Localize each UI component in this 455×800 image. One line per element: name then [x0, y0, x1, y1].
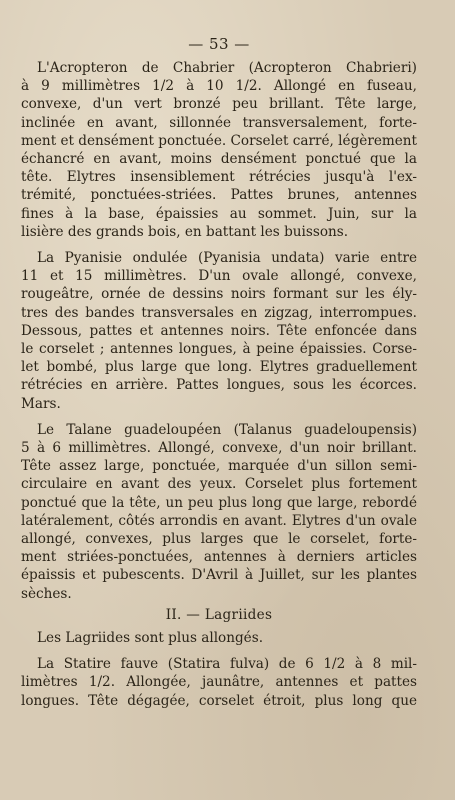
text-line: latéralement, côtés arrondis en avant. Elytres d'un ovale — [21, 512, 417, 529]
text-line: fines à la base, épaissies au sommet. Juin, sur la — [21, 205, 417, 222]
text-line: 5 à 6 millimètres. Allongé, convexe, d'un noir brillant. — [21, 440, 417, 457]
text-line: Tête assez large, ponctuée, marquée d'un sillon semi- — [21, 458, 417, 475]
text-line: Le Talane guadeloupéen (Talanus guadeloupensis) — [37, 421, 417, 438]
text-line: allongé, convexes, plus larges que le corselet, forte- — [21, 531, 417, 548]
text-line: convexe, d'un vert bronzé peu brillant. Tête large, — [21, 96, 417, 113]
text-line: L'Acropteron de Chabrier (Acropteron Chabrieri) — [37, 60, 417, 76]
page-number: — 53 — — [188, 35, 250, 53]
text-line: inclinée en avant, sillonnée transversalement, forte- — [21, 114, 417, 131]
text-line: tête. Elytres insensiblement rétrécies jusqu'à l'ex- — [21, 169, 417, 186]
text-line: Mars. — [21, 395, 61, 412]
section-heading: II. — Lagriides — [165, 606, 273, 623]
text-line: 11 et 15 millimètres. D'un ovale allongé, convexe, — [21, 268, 417, 285]
text-line: tres des bandes transversales en zigzag, interrompues. — [21, 304, 417, 321]
text-line: La Statire fauve (Statira fulva) de 6 1/2 à 8 mil- — [37, 656, 417, 673]
page-content — [21, 34, 417, 710]
paragraph-acropteron — [21, 59, 417, 241]
text-line: rétrécies en arrière. Pattes longues, sous les écorces. — [21, 377, 417, 394]
text-line: à 9 millimètres 1/2 à 10 1/2. Allongé en fuseau, — [21, 78, 417, 95]
paragraph-talane — [21, 421, 417, 603]
text-line: sèches. — [21, 585, 72, 602]
text-line: rougeâtre, ornée de dessins noirs formant sur les ély- — [21, 286, 417, 303]
text-line: limètres 1/2. Allongée, jaunâtre, antennes et pattes — [21, 674, 417, 691]
text-line: ment striées-ponctuées, antennes à derniers articles — [21, 549, 417, 566]
text-line: trémité, ponctuées-striées. Pattes brunes, antennes — [21, 187, 417, 204]
text-line: ment et densément ponctuée. Corselet carré, légèrement — [21, 132, 418, 149]
text-line: ponctué que la tête, un peu plus long que large, rebordé — [21, 494, 417, 511]
text-line: épaissis et pubescents. D'Avril à Juillet, sur les plantes — [21, 567, 417, 584]
text-line: La Pyanisie ondulée (Pyanisia undata) varie entre — [37, 250, 417, 267]
text-line: le corselet ; antennes longues, à peine épaissies. Corse- — [21, 341, 417, 358]
paragraph-intro — [21, 629, 417, 647]
text-line: circulaire en avant des yeux. Corselet plus fortement — [21, 476, 417, 493]
text-line: Dessous, pattes et antennes noirs. Tête enfoncée dans — [21, 322, 417, 339]
text-line: Les Lagriides sont plus allongés. — [37, 629, 264, 646]
paragraph-pyanisie — [21, 249, 417, 413]
paragraph-statire — [21, 655, 417, 710]
text-line: longues. Tête dégagée, corselet étroit, plus long que — [21, 692, 417, 709]
text-line: échancré en avant, moins densément ponctué que la — [21, 151, 417, 168]
text-line: let bombé, plus large que long. Elytres graduellement — [21, 359, 417, 376]
text-line: lisière des grands bois, en battant les buissons. — [21, 223, 349, 240]
